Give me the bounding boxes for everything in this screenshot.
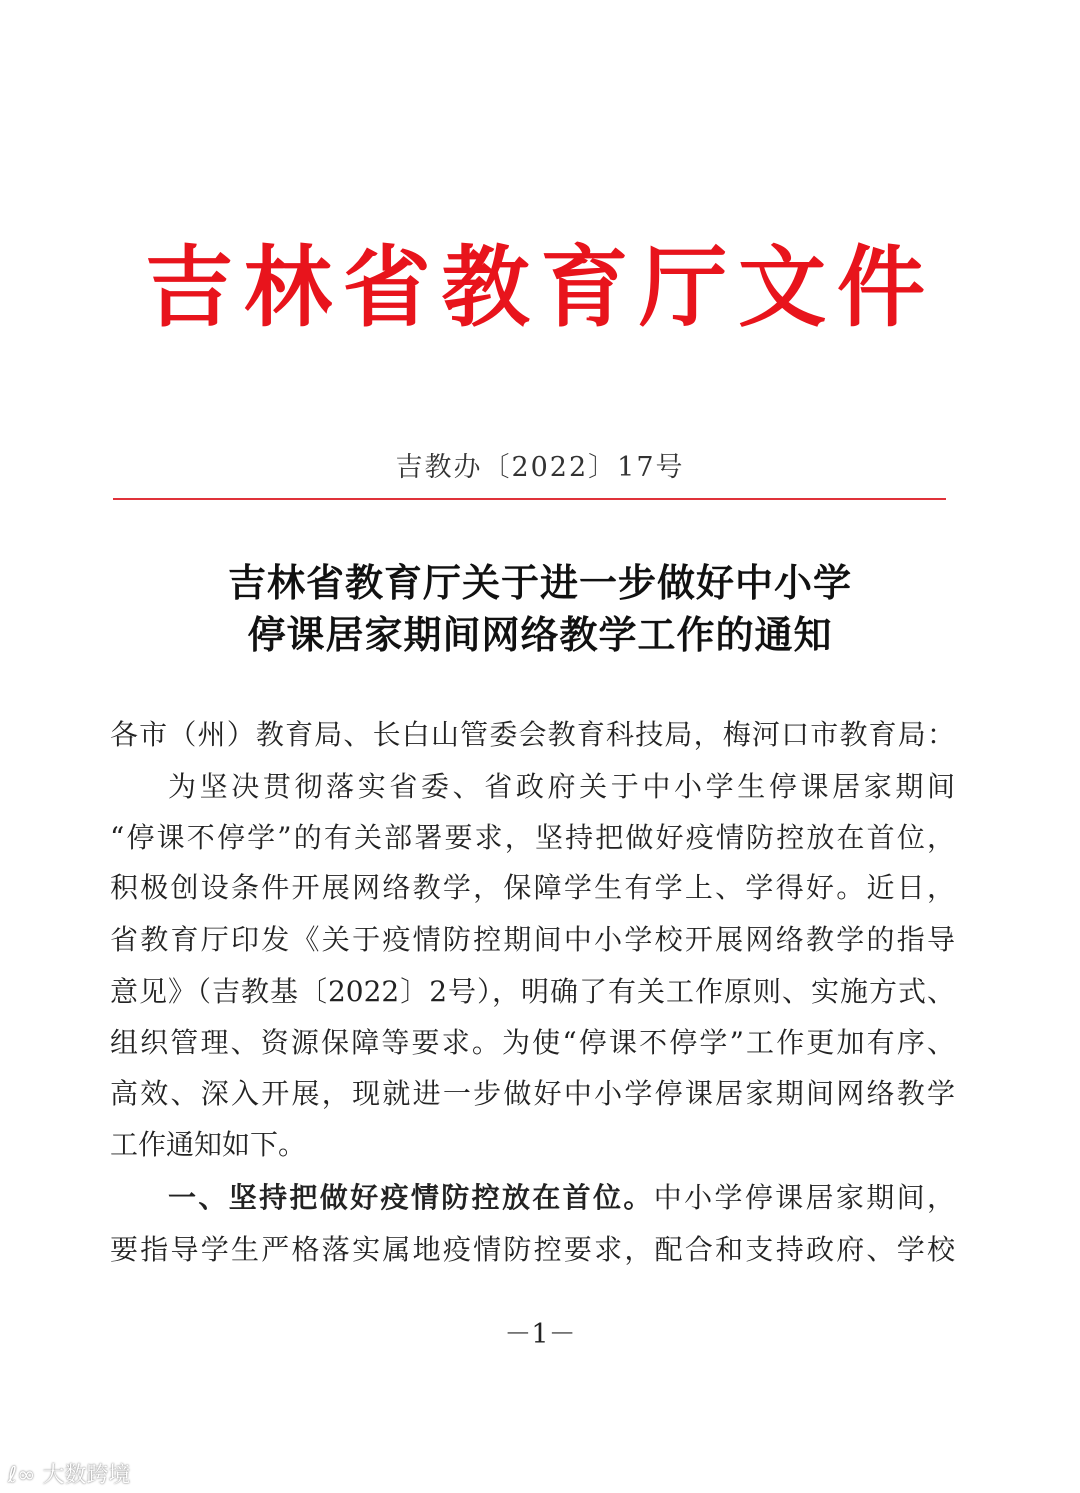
body-line: “停课不停学”的有关部署要求，坚持把做好疫情防控放在首位， [110, 821, 955, 854]
document-title-line1: 吉林省教育厅关于进一步做好中小学 [227, 560, 852, 605]
body-line: 要指导学生严格落实属地疫情防控要求，配合和支持政府、学校 [110, 1233, 955, 1266]
watermark-text: 大数跨境 [42, 1463, 131, 1488]
watermark [8, 1458, 130, 1489]
issuing-authority-header: 吉林省教育厅文件 [145, 236, 925, 339]
body-line: 为坚决贯彻落实省委、省政府关于中小学生停课居家期间 [168, 770, 955, 803]
body-line: 积极创设条件开展网络教学，保障学生有学上、学得好。近日， [110, 871, 955, 904]
body-line: 工作通知如下。 [110, 1128, 307, 1161]
body-line: 意见》（吉教基〔2022〕2号），明确了有关工作原则、实施方式、 [110, 975, 955, 1008]
section1-text: 中小学停课居家期间， [653, 1181, 955, 1214]
page-number: －1－ [504, 1319, 576, 1350]
body-line: 组织管理、资源保障等要求。为使“停课不停学”工作更加有序、 [110, 1026, 955, 1059]
red-divider [113, 498, 946, 500]
body-line: 省教育厅印发《关于疫情防控期间中小学校开展网络教学的指导 [110, 923, 955, 956]
section1-heading: 一、坚持把做好疫情防控放在首位。 [168, 1181, 654, 1214]
section1-first-line [168, 1178, 955, 1218]
document-title-line2: 停课居家期间网络教学工作的通知 [247, 612, 833, 657]
addressee: 各市（州）教育局、长白山管委会教育科技局，梅河口市教育局： [110, 718, 955, 751]
document-number: 吉教办〔2022〕17号 [395, 452, 685, 483]
body-line: 高效、深入开展，现就进一步做好中小学停课居家期间网络教学 [110, 1077, 955, 1110]
watermark-logo-icon: ℓ∞ [8, 1463, 43, 1488]
